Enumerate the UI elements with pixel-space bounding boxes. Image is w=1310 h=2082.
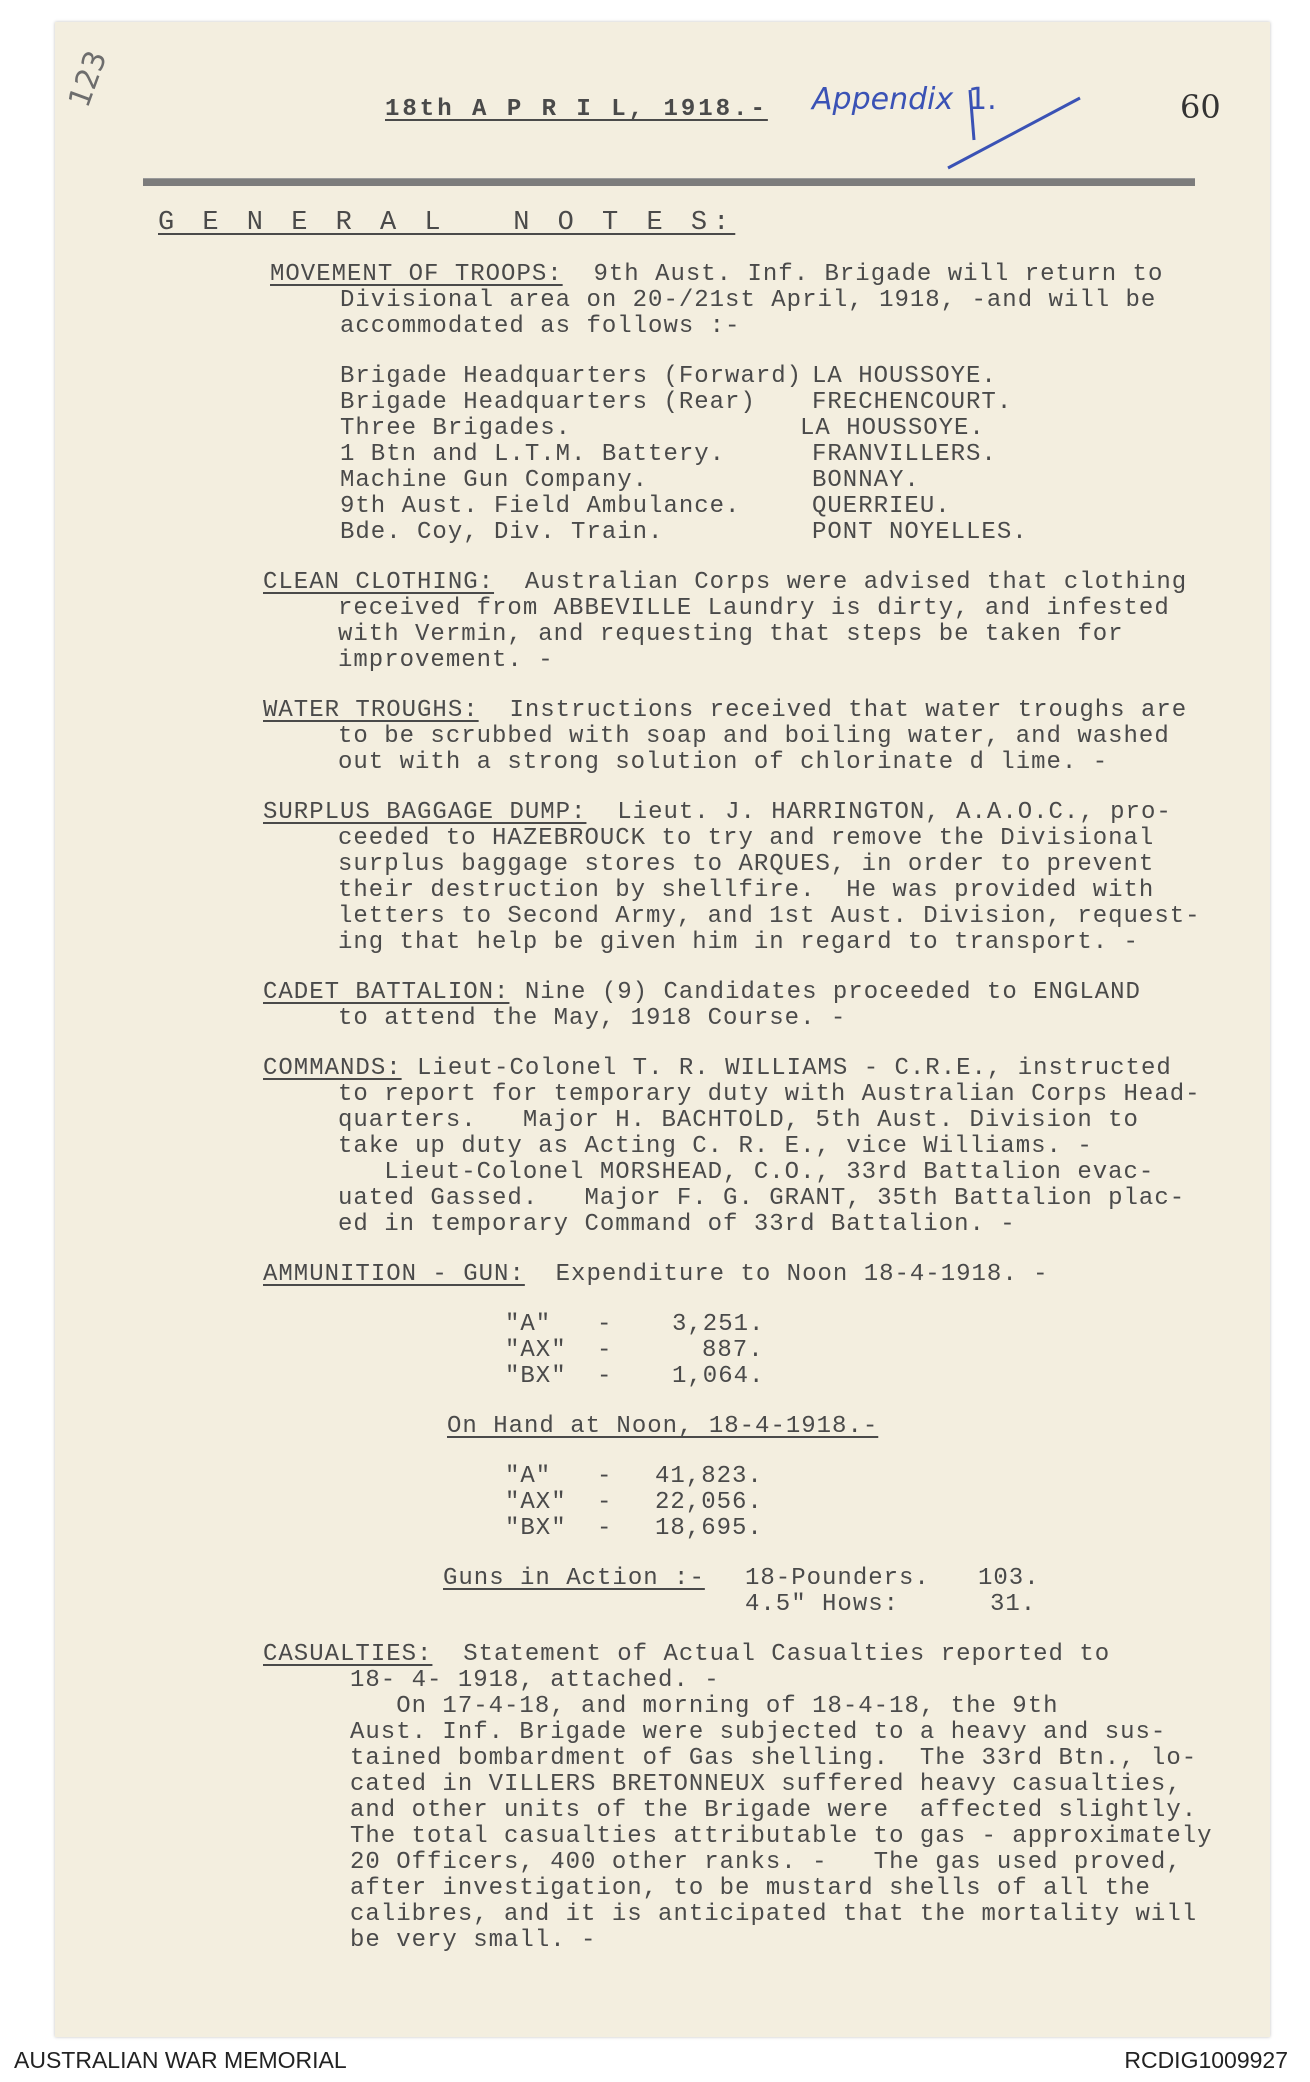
casualties-line: be very small. - [350, 1927, 597, 1954]
surplus-line: ceeded to HAZEBROUCK to try and remove the Divisional [338, 825, 1155, 852]
on-hand-qty: 18,695. [655, 1515, 763, 1542]
expenditure-type: "BX" [505, 1363, 567, 1390]
surplus-line: letters to Second Army, and 1st Aust. Division, request- [338, 903, 1201, 930]
surplus-line: their destruction by shellfire. He was provided with [338, 877, 1155, 904]
table-row-unit: Brigade Headquarters (Rear) [340, 389, 756, 416]
expenditure-qty: 1,064. [672, 1363, 765, 1390]
expenditure-dash: - [597, 1363, 613, 1390]
movement-line: accommodated as follows :- [340, 313, 741, 340]
table-row-place: BONNAY. [812, 467, 920, 494]
expenditure-dash: - [597, 1311, 613, 1338]
clean-clothing-heading-text: CLEAN CLOTHING: [263, 569, 495, 596]
expenditure-type: "AX" [505, 1337, 567, 1364]
table-row-unit: 9th Aust. Field Ambulance. [340, 493, 741, 520]
table-row-unit: Brigade Headquarters (Forward) [340, 363, 803, 390]
on-hand-dash: - [597, 1463, 613, 1490]
on-hand-dash: - [597, 1489, 613, 1516]
guns-type: 4.5" Hows: [745, 1591, 900, 1618]
expenditure-qty: 887. [702, 1337, 764, 1364]
casualties-line: tained bombardment of Gas shelling. The 33rd Btn., lo- [350, 1745, 1198, 1772]
casualties-line: On 17-4-18, and morning of 18-4-18, the 9th [350, 1693, 1059, 1720]
ammunition-heading [263, 1262, 1049, 1288]
table-row-place: PONT NOYELLES. [812, 519, 1028, 546]
commands-line: Lieut-Colonel T. R. WILLIAMS - C.R.E., instructed [401, 1055, 1172, 1082]
casualties-line: The total casualties attributable to gas - approximately [350, 1823, 1213, 1850]
archive-reference: RCDIG1009927 [1124, 2047, 1288, 2073]
table-row-unit: Bde. Coy, Div. Train. [340, 519, 664, 546]
on-hand-label-text: On Hand at Noon, 18-4-1918.- [447, 1413, 879, 1440]
header-rule [143, 178, 1195, 186]
surplus-heading-text: SURPLUS BAGGAGE DUMP: [263, 799, 587, 826]
on-hand-dash: - [597, 1515, 613, 1542]
expenditure-dash: - [597, 1337, 613, 1364]
casualties-heading-text: CASUALTIES: [263, 1641, 433, 1668]
movement-line: 9th Aust. Inf. Brigade will return to [562, 261, 1164, 288]
guns-qty: 31. [990, 1591, 1037, 1618]
on-hand-qty: 41,823. [655, 1463, 763, 1490]
on-hand-type: "AX" [505, 1489, 567, 1516]
commands-line: take up duty as Acting C. R. E., vice Williams. - [338, 1133, 1093, 1160]
surplus-heading [263, 800, 1172, 826]
appendix-number: 1. [968, 82, 997, 117]
guns-label-text: Guns in Action :- [443, 1565, 705, 1592]
surplus-line: ing that help be given him in regard to transport. - [338, 929, 1139, 956]
water-troughs-line: to be scrubbed with soap and boiling water, and washed [338, 723, 1170, 750]
clean-clothing-line: improvement. - [338, 647, 554, 674]
commands-heading-text: COMMANDS: [263, 1055, 402, 1082]
table-row-place: QUERRIEU. [812, 493, 951, 520]
table-row-unit: 1 Btn and L.T.M. Battery. [340, 441, 726, 468]
expenditure-type: "A" [505, 1311, 552, 1338]
appendix-annotation: Appendix [812, 82, 954, 117]
on-hand-qty: 22,056. [655, 1489, 763, 1516]
movement-heading [270, 262, 1163, 288]
casualties-line: 20 Officers, 400 other ranks. - The gas used proved, [350, 1849, 1182, 1876]
section-title: G E N E R A L N O T E S: [158, 208, 736, 238]
cadet-line: to attend the May, 1918 Course. - [338, 1005, 847, 1032]
surplus-line: Lieut. J. HARRINGTON, A.A.O.C., pro- [586, 799, 1172, 826]
margin-number: 123 [62, 46, 115, 112]
movement-heading-text: MOVEMENT OF TROOPS: [270, 261, 563, 288]
casualties-line: Statement of Actual Casualties reported to [432, 1641, 1111, 1668]
water-troughs-line: Instructions received that water troughs are [478, 697, 1188, 724]
on-hand-label [447, 1414, 878, 1440]
casualties-line: after investigation, to be mustard shells of all the [350, 1875, 1151, 1902]
table-row-place: FRANVILLERS. [812, 441, 997, 468]
commands-line: quarters. Major H. BACHTOLD, 5th Aust. Division to [338, 1107, 1139, 1134]
water-troughs-line: out with a strong solution of chlorinate d lime. - [338, 749, 1109, 776]
table-row-place: LA HOUSSOYE. [800, 415, 985, 442]
table-row-place: FRECHENCOURT. [812, 389, 1013, 416]
expenditure-qty: 3,251. [672, 1311, 765, 1338]
movement-line: Divisional area on 20-/21st April, 1918, -and will be [340, 287, 1157, 314]
casualties-line: calibres, and it is anticipated that the mortality will [350, 1901, 1198, 1928]
commands-line: uated Gassed. Major F. G. GRANT, 35th Battalion plac- [338, 1185, 1186, 1212]
commands-line: Lieut-Colonel MORSHEAD, C.O., 33rd Battalion evac- [338, 1159, 1155, 1186]
cadet-heading-text: CADET BATTALION: [263, 979, 510, 1006]
table-row-place: LA HOUSSOYE. [812, 363, 997, 390]
table-row-unit: Machine Gun Company. [340, 467, 649, 494]
cadet-line: Nine (9) Candidates proceeded to ENGLAND [509, 979, 1141, 1006]
guns-label [443, 1566, 705, 1592]
casualties-line: and other units of the Brigade were affected slightly. [350, 1797, 1198, 1824]
water-troughs-heading [263, 698, 1187, 724]
commands-line: ed in temporary Command of 33rd Battalion. - [338, 1211, 1016, 1238]
ammunition-expenditure-label: Expenditure to Noon 18-4-1918. - [524, 1261, 1049, 1288]
casualties-line: 18- 4- 1918, attached. - [350, 1667, 720, 1694]
archive-credit: AUSTRALIAN WAR MEMORIAL [14, 2047, 347, 2073]
on-hand-type: "A" [505, 1463, 552, 1490]
clean-clothing-heading [263, 570, 1187, 596]
casualties-line: cated in VILLERS BRETONNEUX suffered heavy casualties, [350, 1771, 1182, 1798]
clean-clothing-line: with Vermin, and requesting that steps be taken for [338, 621, 1124, 648]
casualties-heading [263, 1642, 1110, 1668]
document-date: 18th A P R I L, 1918.- [385, 96, 768, 123]
cadet-heading [263, 980, 1141, 1006]
on-hand-type: "BX" [505, 1515, 567, 1542]
commands-heading [263, 1056, 1172, 1082]
appendix-slash-mark [930, 70, 1090, 180]
casualties-line: Aust. Inf. Brigade were subjected to a heavy and sus- [350, 1719, 1167, 1746]
ammunition-heading-text: AMMUNITION - GUN: [263, 1261, 525, 1288]
guns-type: 18-Pounders. [745, 1565, 930, 1592]
guns-qty: 103. [978, 1565, 1040, 1592]
page-number: 60 [1180, 88, 1221, 126]
clean-clothing-line: received from ABBEVILLE Laundry is dirty, and infested [338, 595, 1170, 622]
table-row-unit: Three Brigades. [340, 415, 572, 442]
clean-clothing-line: Australian Corps were advised that clothing [494, 569, 1188, 596]
water-troughs-heading-text: WATER TROUGHS: [263, 697, 479, 724]
surplus-line: surplus baggage stores to ARQUES, in order to prevent [338, 851, 1155, 878]
commands-line: to report for temporary duty with Australian Corps Head- [338, 1081, 1201, 1108]
